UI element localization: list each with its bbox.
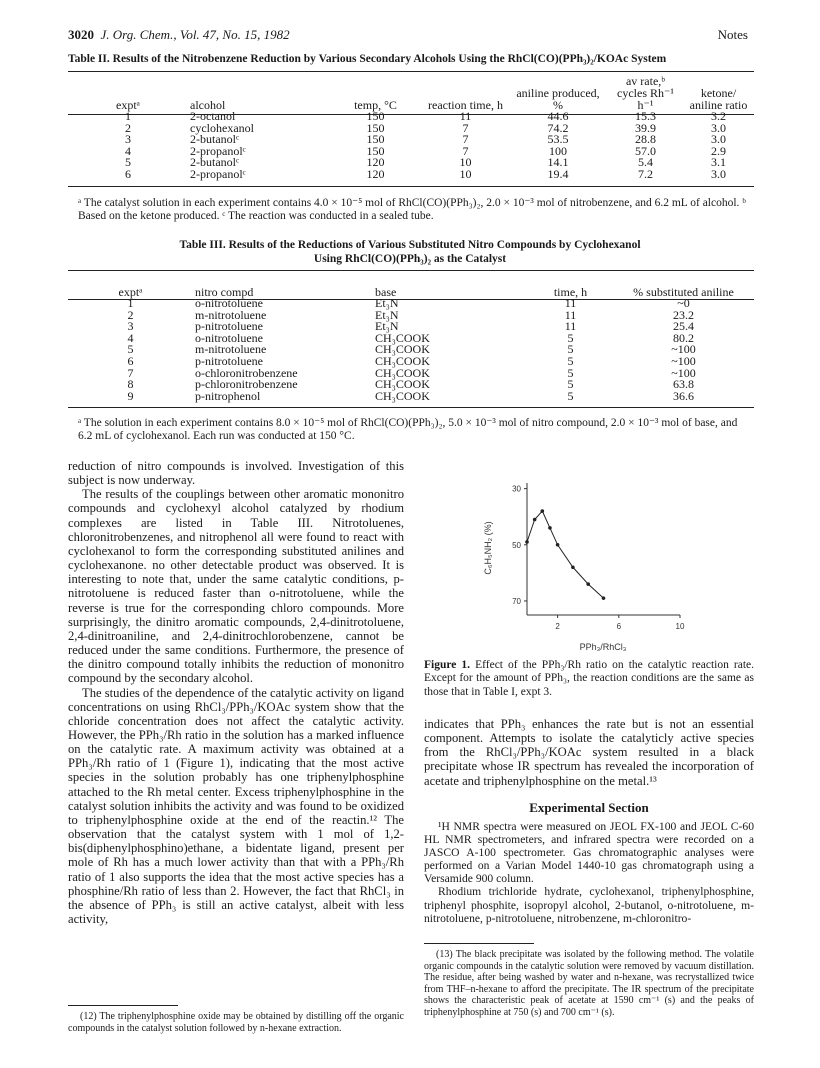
table-cell: 3 — [125, 132, 131, 147]
table-cell: 3.1 — [711, 155, 726, 170]
journal-citation: J. Org. Chem., Vol. 47, No. 15, 1982 — [100, 27, 290, 42]
table3-header-cell: time, h — [553, 285, 588, 299]
table-cell: 80.2 — [673, 330, 694, 345]
table-cell: 150 — [366, 143, 385, 158]
table-cell: 11 — [459, 109, 472, 123]
table-cell: 120 — [366, 166, 385, 181]
table-cell: 4 — [127, 330, 134, 345]
table2-footnote: ᵃ The catalyst solution in each experiment contains 4.0 × 10⁻⁵ mol of RhCl(CO)(PPh₃)₂, 2.0 × 10⁻³ mol of nitrobenzene, and 6.2 mL of alcohol. ᵇ Based on the ketone produced. ᶜ The reaction was conducted in a sealed tube. — [78, 197, 746, 222]
table-cell: 5 — [125, 155, 131, 170]
table3-caption-line1: Table III. Results of the Reductions of Various Substituted Nitro Compounds by Cyclohexanol — [179, 239, 641, 251]
table-cell: cyclohexanol — [190, 120, 254, 135]
x-axis-label: PPh₃/RhCl₃ — [579, 642, 627, 652]
x-tick-label: 10 — [675, 622, 685, 631]
table-cell: 2-butanolᶜ — [190, 155, 240, 170]
table-cell: 5 — [567, 353, 574, 368]
table-cell: 5 — [567, 342, 574, 357]
table-cell: 5 — [127, 342, 134, 357]
table3-header-cell: exptᵃ — [118, 285, 143, 299]
table-cell: 7.2 — [638, 166, 653, 181]
table-cell: p-nitrophenol — [195, 388, 261, 403]
section-title: Experimental Section — [529, 800, 649, 815]
table2-header-cell: reaction time, h — [428, 98, 503, 112]
left-column-text — [68, 459, 404, 926]
table-cell: o-chloronitrobenzene — [195, 365, 298, 380]
table-cell: 7 — [462, 132, 469, 147]
table-cell: 28.8 — [635, 132, 656, 147]
table3-footnote: ᵃ The solution in each experiment contains 8.0 × 10⁻⁵ mol of RhCl(CO)(PPh₃)₂, 5.0 × 10⁻³ mol of nitro compound, 2.0 × 10⁻³ mol of base, and 6.2 mL of cyclohexanol. Each run was conducted at 150 °C. — [78, 417, 738, 442]
y-tick-label: 70 — [512, 596, 521, 606]
table-cell: 3.2 — [711, 109, 726, 123]
experimental-text — [424, 820, 754, 925]
table-cell: 2 — [127, 307, 134, 322]
table2-header-cell: alcohol — [190, 98, 226, 112]
table-cell: 1 — [127, 296, 134, 310]
table-cell: ~0 — [677, 296, 690, 310]
footnote-13 — [424, 949, 754, 1018]
series-line — [527, 511, 604, 598]
table-cell: o-nitrotoluene — [195, 330, 263, 345]
page-number: 3020 — [68, 27, 94, 42]
table-cell: ~100 — [671, 365, 696, 380]
table2-header-cell: exptᵃ — [116, 98, 140, 112]
table-cell: 150 — [366, 132, 385, 147]
table2-bottom-rule — [68, 186, 754, 187]
table-cell: 5 — [567, 330, 574, 345]
table-cell: 9 — [127, 388, 134, 403]
table-cell: Et₃N — [375, 296, 399, 310]
table-cell: CH₃COOK — [375, 365, 430, 380]
table-cell: 23.2 — [673, 307, 694, 322]
table-cell: 7 — [462, 143, 469, 158]
table-cell: p-nitrotoluene — [195, 319, 263, 334]
table-cell: 1 — [125, 109, 131, 123]
table-cell: ~100 — [671, 353, 696, 368]
table-cell: 2-propanolᶜ — [190, 166, 246, 181]
table-cell: CH₃COOK — [375, 388, 430, 403]
table-cell: 10 — [459, 155, 472, 170]
table-cell: 3.0 — [711, 120, 726, 135]
table-cell: 63.8 — [673, 377, 694, 392]
footnote-separator — [424, 943, 534, 944]
table-cell: 2 — [125, 120, 131, 135]
table2-header-cell: aniline produced, % — [516, 86, 600, 112]
data-point — [525, 540, 529, 544]
table-cell: 10 — [459, 166, 472, 181]
table-cell: p-nitrotoluene — [195, 353, 263, 368]
table-cell: 2-propanolᶜ — [190, 143, 246, 158]
table3-row — [68, 391, 754, 403]
table-cell: 11 — [564, 319, 577, 334]
table3-caption-line2: Using RhCl(CO)(PPh₃)₂ as the Catalyst — [313, 253, 507, 265]
table-cell: Et₃N — [375, 307, 399, 322]
table-cell: 6 — [127, 353, 134, 368]
x-tick-label: 6 — [616, 622, 622, 631]
table2-header-cell: av rate,ᵇ cycles Rh⁻¹ h⁻¹ — [617, 74, 674, 112]
table-cell: m-nitrotoluene — [195, 342, 267, 357]
table-cell: 5 — [567, 388, 574, 403]
table-cell: 15.3 — [635, 109, 656, 123]
y-tick-label: 30 — [512, 484, 521, 494]
table-cell: CH₃COOK — [375, 330, 430, 345]
table-cell: 25.4 — [673, 319, 694, 334]
footnote-separator — [68, 1005, 178, 1006]
table2-header-rule — [68, 114, 754, 115]
table-cell: 7 — [462, 120, 469, 135]
section-label: Notes — [717, 27, 748, 42]
table-cell: 5 — [567, 377, 574, 392]
table3-top-rule — [68, 270, 754, 271]
data-point — [556, 543, 560, 547]
table-cell: 39.9 — [635, 120, 656, 135]
right-column-text — [424, 717, 754, 788]
x-tick-label: 2 — [555, 622, 560, 631]
data-point — [571, 565, 575, 569]
table-cell: 6 — [125, 166, 131, 181]
table-cell: 8 — [127, 377, 134, 392]
table2-row — [68, 169, 754, 181]
table-cell: 3.0 — [711, 132, 726, 147]
figure1-caption — [424, 659, 754, 699]
table-cell: m-nitrotoluene — [195, 307, 267, 322]
table2-top-rule — [68, 71, 754, 72]
paragraph: indicates that PPh₃ enhances the rate but is not an essential component. Attempts to isolate the catalyticly active species from the RhCl₃/PPh₃/KOAc system resulted in a black precipitate whose IR spectrum has revealed the incorporation of acetate and triphenylphosphine on the metal.¹³ — [424, 717, 754, 788]
table-cell: 11 — [564, 307, 577, 322]
data-point — [602, 596, 606, 600]
table-cell: 36.6 — [673, 388, 694, 403]
footnote-12 — [68, 1011, 404, 1034]
data-point — [586, 582, 590, 586]
paragraph: ¹H NMR spectra were measured on JEOL FX-100 and JEOL C-60 HL NMR spectrometers, and infrared spectra were recorded on a JASCO A-100 spectrometer. Gas chromatographic analyses were performed on a Varian Model 1440-10 gas chromatograph using a Versamide 900 column. — [424, 820, 754, 886]
table3-bottom-rule — [68, 407, 754, 408]
data-point — [533, 518, 537, 522]
table-cell: CH₃COOK — [375, 353, 430, 368]
table-cell: 150 — [366, 109, 385, 123]
table-cell: CH₃COOK — [375, 377, 430, 392]
table-cell: 14.1 — [547, 155, 569, 170]
table-cell: 3 — [127, 319, 134, 334]
table-cell: p-chloronitrobenzene — [195, 377, 298, 392]
footnote-13-text: (13) The black precipitate was isolated by the following method. The volatile organic compounds in the catalytic solution were removed by vacuum distillation. The residue, after being washed by water and n-hexane, was recrystallized twice from THF–n-hexane to afford the precipitate. The IR spectrum of the precipitate shows the characteristic peak of acetate at 1590 cm⁻¹ (s) and the peaks of triphenylphosphine at 750 (s) and 700 cm⁻¹ (s). — [424, 949, 754, 1018]
table-cell: 7 — [127, 365, 134, 380]
table3-row — [68, 310, 754, 322]
table-cell: 2-butanolᶜ — [190, 132, 240, 147]
y-tick-label: 50 — [512, 540, 521, 550]
table3 — [68, 272, 754, 402]
table-cell: o-nitrotoluene — [195, 296, 263, 310]
table-cell: Et₃N — [375, 319, 399, 334]
table3-header-cell: % substituted aniline — [633, 285, 734, 299]
table2-header-cell: temp, °C — [354, 98, 397, 112]
table3-header-cell: nitro compd — [195, 285, 254, 299]
table-cell: 2-octanol — [190, 109, 236, 123]
table-cell: 150 — [366, 120, 385, 135]
table-cell: 53.5 — [547, 132, 569, 147]
paragraph: The results of the couplings between other aromatic mononitro compounds and cyclohexyl alcohol catalyzed by rhodium complexes are listed in Table III. Nitrotoluenes, chloronitrobenzenes, and nitrophenol all were found to react with cyclohexanol to form the corresponding substituted anilines and cyclohexanone. no other detectable product was observed. It is interesting to note that, under the same catalytic conditions, p-nitrotoluene is reduced faster than o-nitrotoluene, while the reverse is true for the corresponding chloro compounds. More surprisingly, the dinitro aromatic compounds, 2,4-dinitrotoluene, 2,4-dinitroaniline, and 2,4-dinitrochlorobenzene, cannot be reduced under the same conditions. Furthermore, the presence of the dinitro compound totally inhibits the reduction of mononitro compound by the secondary alcohol. — [68, 487, 404, 686]
figure1-caption-text: Effect of the PPh₃/Rh ratio on the catalytic reaction rate. Except for the amount of PPh₃, the reaction conditions are the same as those that in Table I, expt 3. — [424, 659, 754, 698]
table-cell: 74.2 — [547, 120, 569, 135]
table-cell: 44.6 — [547, 109, 569, 123]
y-axis-label: C₆H₅NH₂ (%) — [483, 521, 493, 575]
data-point — [548, 526, 552, 530]
table3-header-cell: base — [375, 285, 397, 299]
table-cell: CH₃COOK — [375, 342, 430, 357]
running-header-left — [68, 27, 290, 43]
table-cell: 2.9 — [711, 143, 726, 158]
table-cell: ~100 — [671, 342, 696, 357]
figure1-chart — [478, 458, 698, 656]
paragraph: reduction of nitro compounds is involved. Investigation of this subject is now underway. — [68, 459, 404, 488]
table-cell: 19.4 — [547, 166, 569, 181]
data-point — [541, 509, 545, 513]
paragraph: The studies of the dependence of the catalytic activity on ligand concentrations on using RhCl₃/PPh₃/KOAc system show that the chloride concentration does not affect the catalytic activity. However, the PPh₃/Rh ratio in the solution has a marked influence on the catalytic rate. A maximum activity was obtained at a PPh₃/Rh ratio of 1 (Figure 1), indicating that the most active species in the solution probably has one triphenylphosphine attached to the Rh metal center. Excess triphenylphosphine in the catalyst solution inhibits the activity and was found to be oxidized to triphenylphosphine oxide at the end of the reactin.¹² The observation that the catalyst system with 1 mol of 1,2-bis(diphenylphosphino)ethane, a bidentate ligand, present per mole of Rh has a much lower activity than that with a PPh₃/Rh ratio of 1 also supports the idea that the most active species has a phosphine/Rh ratio of less than 2. However, the fact that RhCl₃ in the absence of PPh₃ is still an active catalyst, albeit with less activity, — [68, 685, 404, 926]
table-cell: 11 — [564, 296, 577, 310]
table-cell: 4 — [125, 143, 131, 158]
table-cell: 5.4 — [638, 155, 653, 170]
footnote-12-text: (12) The triphenylphosphine oxide may be obtained by distilling off the organic compounds in the catalyst solution followed by n-hexane extraction. — [68, 1011, 404, 1034]
table-cell: 5 — [567, 365, 574, 380]
table-cell: 57.0 — [635, 143, 656, 158]
table3-header-rule — [68, 299, 754, 300]
table-cell: 120 — [366, 155, 385, 170]
paragraph: Rhodium trichloride hydrate, cyclohexanol, triphenylphosphine, triphenyl phosphite, isopropyl alcohol, 2-butanol, o-nitrotoluene, m-nitrotoluene, p-nitrotoluene, nitrobenzene, m-chloronitro- — [424, 885, 754, 925]
table2-caption: Table II. Results of the Nitrobenzene Reduction by Various Secondary Alcohols Using the RhCl(CO)(PPh₃)₂/KOAc System — [68, 53, 667, 65]
table-cell: 3.0 — [711, 166, 726, 181]
table-cell: 100 — [549, 143, 567, 158]
table2 — [68, 73, 754, 181]
figure1-caption-label: Figure 1. — [424, 659, 471, 671]
table2-header-cell: ketone/ aniline ratio — [689, 86, 748, 112]
